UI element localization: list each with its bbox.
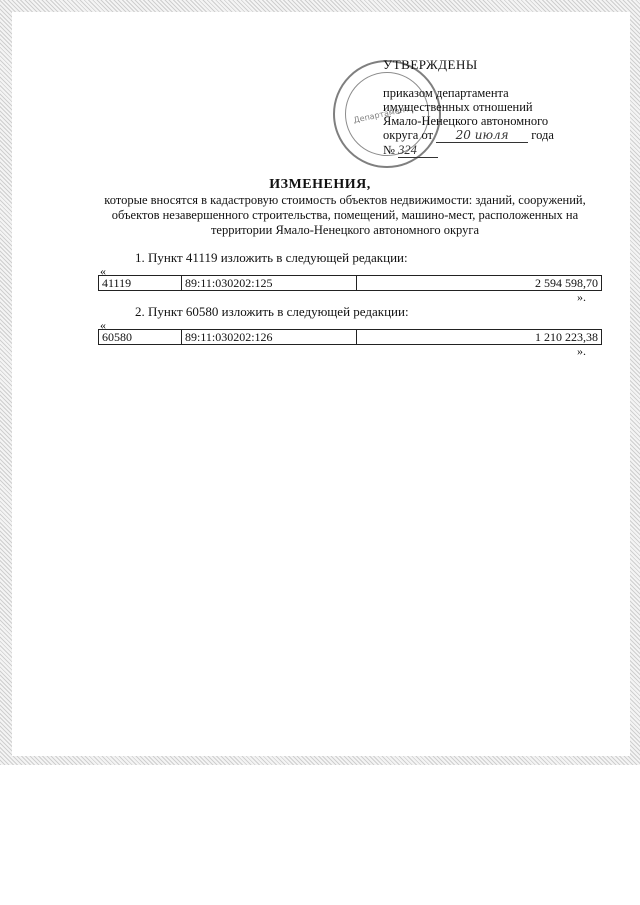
document-title: ИЗМЕНЕНИЯ, bbox=[269, 177, 371, 192]
approval-date-suffix: года bbox=[531, 128, 554, 142]
approval-line-2: имущественных отношений bbox=[383, 100, 533, 114]
handwritten-date: 20 июля bbox=[436, 128, 528, 143]
item-1-number: 41119 bbox=[99, 276, 182, 291]
item-1-value: 2 594 598,70 bbox=[357, 276, 602, 291]
item-2-value: 1 210 223,38 bbox=[357, 330, 602, 345]
item-1-heading: 1. Пункт 41119 изложить в следующей редакции: bbox=[135, 250, 408, 265]
approval-heading: УТВЕРЖДЕНЫ bbox=[383, 57, 478, 72]
approval-number bbox=[383, 143, 613, 158]
item-1-table bbox=[98, 275, 602, 291]
approval-block bbox=[383, 58, 613, 158]
stamp-text: Департамент bbox=[352, 104, 411, 125]
handwritten-number: 324 bbox=[398, 143, 438, 158]
document-subtitle: которые вносятся в кадастровую стоимость объектов недвижимости: зданий, сооружений, объектов незавершенного строительства, помещений, машино-мест, расположенных на территории Ямало-Ненецкого автономного округа bbox=[104, 193, 586, 237]
item-2-cadastral-number: 89:11:030202:126 bbox=[182, 330, 357, 345]
table-row bbox=[99, 330, 602, 345]
item-2-open-quote: « bbox=[100, 318, 106, 332]
item-2-heading: 2. Пункт 60580 изложить в следующей редакции: bbox=[135, 304, 409, 319]
item-1-cadastral-number: 89:11:030202:125 bbox=[182, 276, 357, 291]
approval-line-3: Ямало-Ненецкого автономного bbox=[383, 114, 549, 128]
item-2-table bbox=[98, 329, 602, 345]
item-1-open-quote: « bbox=[100, 264, 106, 278]
item-2-close-quote: ». bbox=[577, 344, 586, 358]
approval-line-4 bbox=[383, 128, 613, 143]
number-prefix: № bbox=[383, 143, 395, 157]
item-2-number: 60580 bbox=[99, 330, 182, 345]
item-1-close-quote: ». bbox=[577, 290, 586, 304]
approval-date-prefix: округа от bbox=[383, 128, 434, 142]
blank-area bbox=[0, 765, 640, 905]
table-row bbox=[99, 276, 602, 291]
approval-line-1: приказом департамента bbox=[383, 86, 509, 100]
